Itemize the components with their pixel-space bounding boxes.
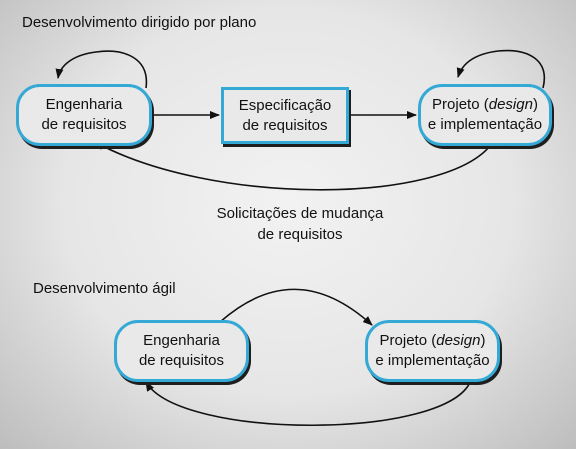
plan-design-line1: Projeto (design) (432, 96, 538, 113)
agile-design-node (365, 320, 500, 382)
agile-title: Desenvolvimento ágil (33, 280, 176, 297)
agile-req-eng-node (114, 320, 249, 382)
agile-req-eng-line1: Engenharia (143, 332, 220, 349)
plan-spec-line1: Especificação (238, 96, 332, 114)
plan-driven-title: Desenvolvimento dirigido por plano (22, 14, 257, 31)
plan-design-node (418, 84, 552, 146)
plan-spec-node (221, 87, 349, 144)
agile-design-line2: e implementação (375, 352, 490, 369)
plan-spec-line2: de requisitos (242, 116, 328, 134)
plan-req-eng-line1: Engenharia (45, 96, 123, 113)
change-request-line2: de requisitos (257, 226, 343, 243)
agile-forward-arrow (220, 289, 372, 325)
plan-design-line2: e implementação (427, 116, 543, 133)
agile-req-eng-line2: de requisitos (138, 352, 225, 369)
plan-req-eng-line2: de requisitos (41, 116, 127, 133)
self-loop-design-arrow (458, 51, 544, 88)
self-loop-req-arrow (58, 51, 146, 88)
change-request-line1: Solicitações de mudança (216, 205, 384, 222)
change-request-label (190, 203, 410, 245)
change-request-arrow (95, 142, 490, 190)
plan-req-eng-node (16, 84, 152, 146)
agile-design-line1: Projeto (design) (379, 332, 486, 349)
agile-back-arrow (146, 380, 471, 425)
